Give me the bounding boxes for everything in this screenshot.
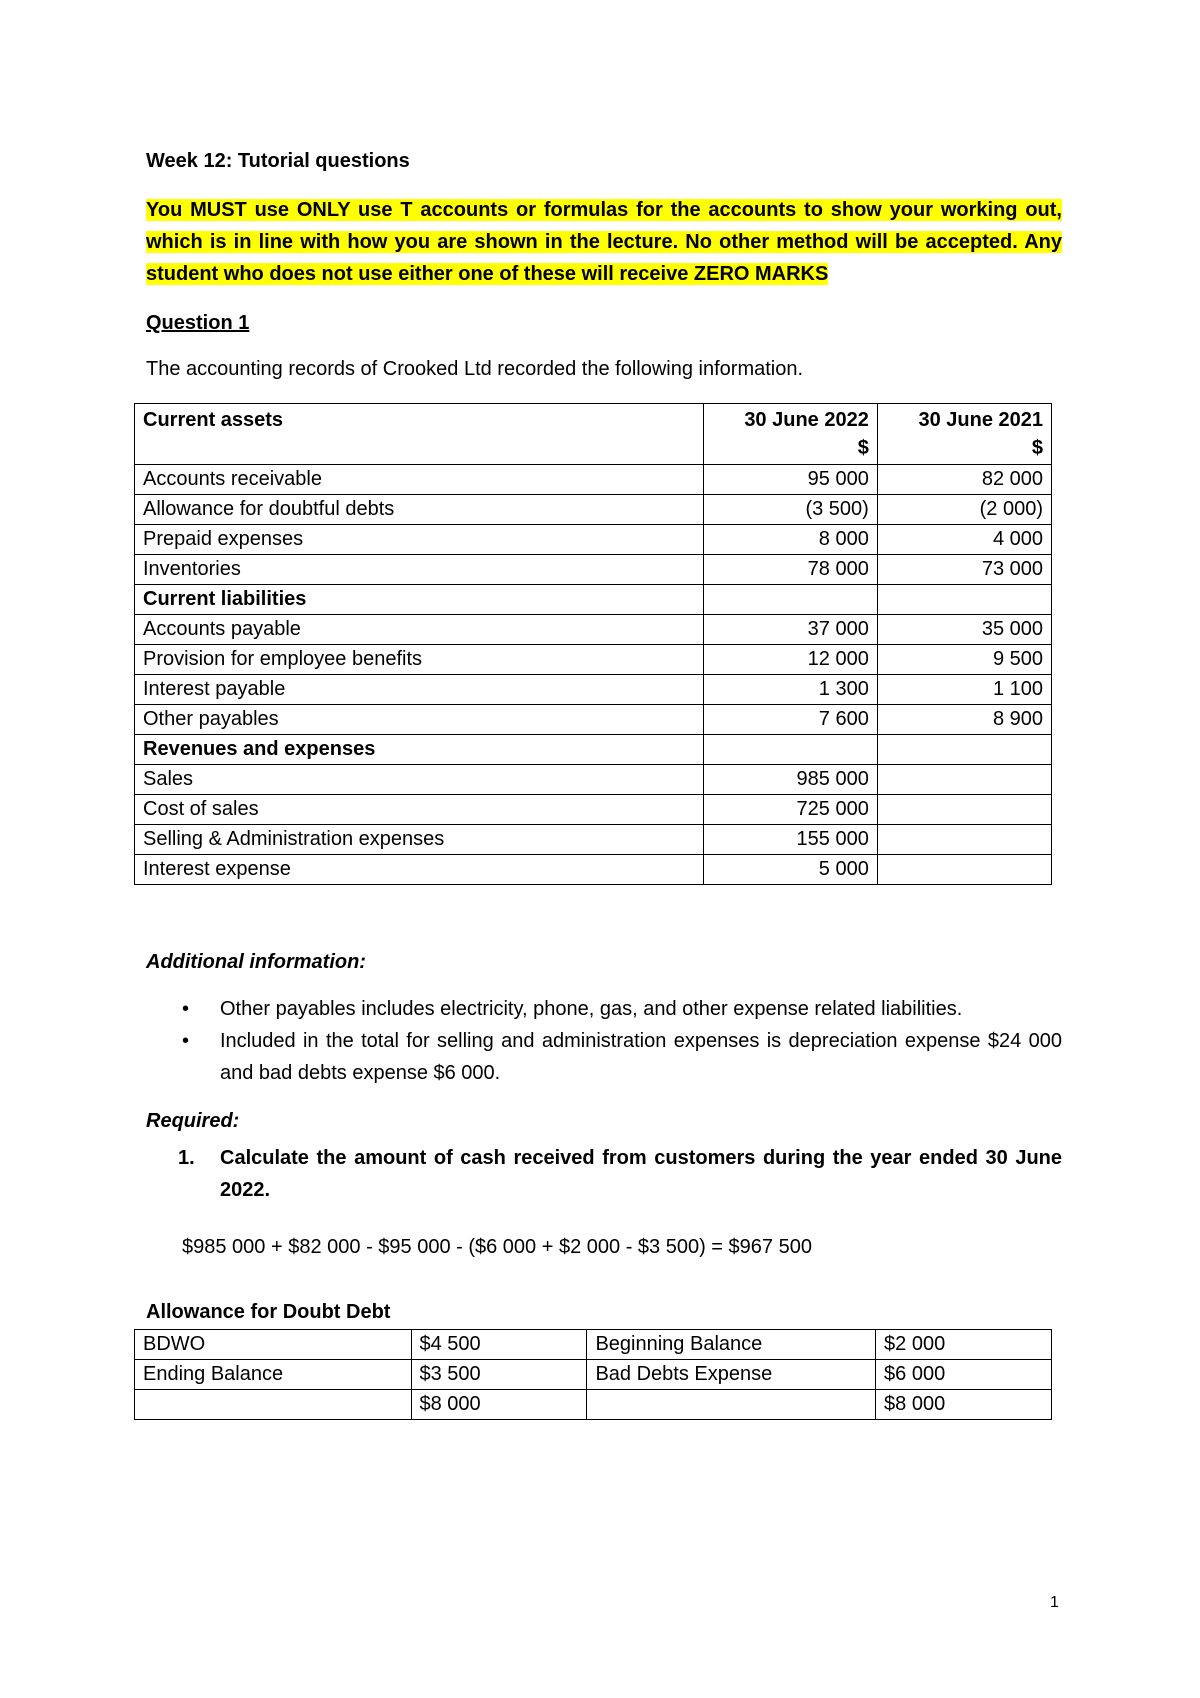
table-section-row	[135, 585, 1052, 615]
table-row	[135, 555, 1052, 585]
table-row	[135, 525, 1052, 555]
list-item	[146, 1025, 1062, 1089]
t-account-title: Allowance for Doubt Debt	[146, 1301, 391, 1323]
row-value-2022: 78 000	[703, 555, 877, 585]
row-label: Cost of sales	[135, 795, 704, 825]
row-label: Interest expense	[135, 855, 704, 885]
row-value-2021: 4 000	[877, 525, 1051, 555]
row-label: Selling & Administration expenses	[135, 825, 704, 855]
row-value-2022: 985 000	[703, 765, 877, 795]
row-label: Interest payable	[135, 675, 704, 705]
required-item-text: Calculate the amount of cash received from customers during the year ended 30 June 2022.	[220, 1147, 1062, 1201]
header-current-assets: Current assets	[135, 404, 704, 465]
credit-label	[587, 1390, 876, 1420]
table-row	[135, 765, 1052, 795]
table-row	[135, 465, 1052, 495]
credit-label: Beginning Balance	[587, 1330, 876, 1360]
additional-info-list	[146, 993, 1062, 1089]
t-account-table	[134, 1329, 1052, 1420]
row-value-2021	[877, 855, 1051, 885]
bullet-icon: •	[182, 998, 190, 1020]
table-row	[135, 615, 1052, 645]
row-label: Other payables	[135, 705, 704, 735]
page-title: Week 12: Tutorial questions	[146, 150, 410, 172]
answer-formula: $985 000 + $82 000 - $95 000 - ($6 000 + $2 000 - $3 500) = $967 500	[182, 1236, 812, 1258]
debit-total: $8 000	[411, 1390, 587, 1420]
header-2022: 30 June 2022 $	[703, 404, 877, 465]
row-value-2021: 8 900	[877, 705, 1051, 735]
list-item-text: Other payables includes electricity, phone, gas, and other expense related liabilities.	[220, 998, 963, 1020]
bullet-icon: •	[182, 1030, 190, 1052]
question-intro: The accounting records of Crooked Ltd recorded the following information.	[146, 358, 804, 380]
row-value-2021: 35 000	[877, 615, 1051, 645]
table-header-row	[135, 404, 1052, 465]
table-row	[135, 645, 1052, 675]
credit-amount: $2 000	[876, 1330, 1052, 1360]
warning-highlight-text: You MUST use ONLY use T accounts or formulas for the accounts to show your working out, which is in line with how you are shown in the lecture. No other method will be accepted. Any student who does not use either one of these will receive ZERO MARKS	[146, 199, 1062, 285]
table-row	[135, 1360, 1052, 1390]
table-row	[135, 1390, 1052, 1420]
credit-amount: $6 000	[876, 1360, 1052, 1390]
row-label: Inventories	[135, 555, 704, 585]
row-label: Allowance for doubtful debts	[135, 495, 704, 525]
section-label-current-liabilities: Current liabilities	[135, 585, 704, 615]
row-value-2022: 155 000	[703, 825, 877, 855]
row-value-2021	[877, 735, 1051, 765]
row-value-2021	[877, 765, 1051, 795]
row-value-2021: (2 000)	[877, 495, 1051, 525]
row-value-2022: 95 000	[703, 465, 877, 495]
row-value-2021	[877, 585, 1051, 615]
table-row	[135, 825, 1052, 855]
table-row	[135, 855, 1052, 885]
row-value-2022: 725 000	[703, 795, 877, 825]
table-row	[135, 795, 1052, 825]
header-2021: 30 June 2021 $	[877, 404, 1051, 465]
page-number: 1	[1050, 1594, 1059, 1611]
row-value-2022	[703, 585, 877, 615]
financial-data-table	[134, 403, 1052, 885]
row-value-2021: 9 500	[877, 645, 1051, 675]
row-value-2022: 12 000	[703, 645, 877, 675]
warning-notice	[146, 194, 1062, 290]
row-label: Accounts receivable	[135, 465, 704, 495]
debit-label: Ending Balance	[135, 1360, 412, 1390]
debit-amount: $4 500	[411, 1330, 587, 1360]
credit-label: Bad Debts Expense	[587, 1360, 876, 1390]
row-value-2022: 7 600	[703, 705, 877, 735]
debit-label: BDWO	[135, 1330, 412, 1360]
additional-info-heading: Additional information:	[146, 951, 366, 973]
row-value-2022	[703, 735, 877, 765]
row-label: Prepaid expenses	[135, 525, 704, 555]
table-row	[135, 675, 1052, 705]
table-row	[135, 705, 1052, 735]
table-row	[135, 495, 1052, 525]
debit-label	[135, 1390, 412, 1420]
row-value-2022: (3 500)	[703, 495, 877, 525]
list-item-text: Included in the total for selling and administration expenses is depreciation expense $24 000 and bad debts expense $6 000.	[220, 1030, 1062, 1084]
row-value-2022: 37 000	[703, 615, 877, 645]
table-row	[135, 1330, 1052, 1360]
row-value-2021: 73 000	[877, 555, 1051, 585]
row-label: Accounts payable	[135, 615, 704, 645]
row-label: Sales	[135, 765, 704, 795]
row-value-2021	[877, 795, 1051, 825]
required-item-number: 1.	[178, 1147, 195, 1169]
table-section-row	[135, 735, 1052, 765]
row-label: Provision for employee benefits	[135, 645, 704, 675]
list-item	[146, 993, 1062, 1025]
row-value-2021: 82 000	[877, 465, 1051, 495]
required-item-1	[178, 1142, 1062, 1206]
debit-amount: $3 500	[411, 1360, 587, 1390]
row-value-2022: 8 000	[703, 525, 877, 555]
question-heading: Question 1	[146, 312, 250, 334]
credit-total: $8 000	[876, 1390, 1052, 1420]
row-value-2021: 1 100	[877, 675, 1051, 705]
row-value-2022: 5 000	[703, 855, 877, 885]
section-label-revenues-expenses: Revenues and expenses	[135, 735, 704, 765]
required-heading: Required:	[146, 1110, 240, 1132]
row-value-2022: 1 300	[703, 675, 877, 705]
row-value-2021	[877, 825, 1051, 855]
